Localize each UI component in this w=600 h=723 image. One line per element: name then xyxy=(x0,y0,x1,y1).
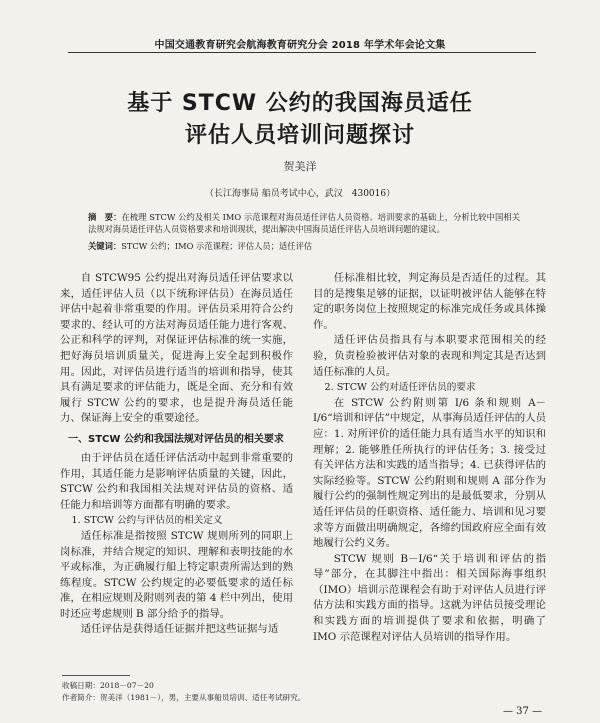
footnote-received-date: 收稿日期：2018－07－20 xyxy=(62,681,154,690)
keywords-label: 关键词： xyxy=(88,241,122,251)
running-header: 中国交通教育研究会航海教育研究分会 2018 年学术年会论文集 xyxy=(154,40,446,51)
page-number: — 37 — xyxy=(503,706,543,717)
body-paragraph: 在 STCW 公约附则第 I/6 条和规则 A－I/6“培训和评估”中规定，从事海员适任评估的人员应：1. 对所评价的适任能力具有适当水平的知识和理解；2. 能够胜任所执行的评估任务；3. 接受过有关评估方法和实践的适当指导；4. 已获得评估的实际经验等。STCW 公约附则和规则 A 部分作为履行公约的强制性规定列出的是最低要求，分别从适任评估员的任职资格、适任能力、培训和见习要求等方面做出明确规定，各缔约国政府应全面有效地履行公约义务。 xyxy=(313,396,546,550)
paper-title-line-1: 基于 STCW 公约的我国海员适任 xyxy=(127,91,473,116)
abstract-text: 在梳理 STCW 公约及相关 IMO 示范课程对海员适任评估人员资格、培训要求的基础上，分析比较中国相关法规对海员适任评估人员资格要求和培训现状，提出解决中国海员适任评估人员培训问题的建议。 xyxy=(88,212,520,234)
body-paragraph: STCW 规则 B－I/6“关于培训和评估的指导”部分，在其脚注中指出：相关国际海事组织（IMO）培训示范课程会有助于对评估人员进行评估方法和实践方面的指导。这就为评估员接受理论和实践方面的培训提供了要求和依据，明确了 IMO 示范课程对评估人员培训的指导作用。 xyxy=(313,552,546,643)
header-divider xyxy=(68,52,536,53)
section-heading: 一、STCW 公约和我国法规对评估员的相关要求 xyxy=(68,433,284,445)
body-paragraph: 任标准相比较，判定海员是否适任的过程。其目的是搜集足够的证据，以证明被评估人能够在特定的职务岗位上按照规定的标准完成任务或具体操作。 xyxy=(313,272,546,331)
body-column-left xyxy=(60,271,293,638)
keywords xyxy=(88,240,520,252)
keywords-text: STCW 公约；IMO 示范课程；评估人员；适任评估 xyxy=(121,241,313,251)
body-paragraph: 由于评估员在适任评估活动中起到非常重要的作用，其适任能力是影响评估质量的关键，因此，STCW 公约和我国相关法规对评估员的资格、适任能力和培训等方面都有明确的要求。 xyxy=(60,451,293,511)
subsection-heading: 1. STCW 公约与评估员的相关定义 xyxy=(71,515,223,527)
body-column-right xyxy=(313,271,546,645)
author-name: 贺美洋 xyxy=(283,160,317,173)
body-paragraph: 适任标准是指按照 STCW 规则所列的同职上岗标准，并结合规定的知识、理解和表明技能的水平或标准，为正确履行船上特定职责所需达到的熟练程度。STCW 公约规定的必要低要求的适任标准，在相应规则及附则列表的第 4 栏中列出，使用时还应考虑规则 B 部分给予的指导。 xyxy=(60,529,293,620)
footnote-divider xyxy=(62,675,130,676)
body-paragraph: 适任评估是获得适任证据并把这些证据与适 xyxy=(80,623,279,636)
abstract-label: 摘 要： xyxy=(88,212,122,222)
body-paragraph: 自 STCW95 公约提出对海员适任评估要求以来，适任评估人员（以下统称评估员）在海员适任评估中起着非常重要的作用。评估员采用符合公约要求的、经认可的方法对海员适任能力进行客观、公正和科学的评判，对保证评估标准的统一实施，把好海员培训质量关，促进海上安全起到积极作用。因此，对评估员进行适当的培训和指导，使其具有满足要求的评估能力，既是全面、充分和有效履行 STCW 公约的要求，也是提升海员适任能力、保证海上安全的重要途径。 xyxy=(60,272,293,425)
abstract xyxy=(88,211,520,235)
subsection-heading: 2. STCW 公约对适任评估员的要求 xyxy=(324,382,476,394)
author-affiliation: （长江海事局 船员考试中心，武汉 430016） xyxy=(204,189,396,199)
footnote-author-bio: 作者简介：贺美洋（1981－），男，主要从事船员培训、适任考试研究。 xyxy=(62,693,306,702)
paper-title-line-2: 评估人员培训问题探讨 xyxy=(184,123,415,148)
body-paragraph: 适任评估员指具有与本职要求范围相关的经验，负责检验被评估对象的表现和判定其是否达到适任标准的人员。 xyxy=(313,334,546,378)
